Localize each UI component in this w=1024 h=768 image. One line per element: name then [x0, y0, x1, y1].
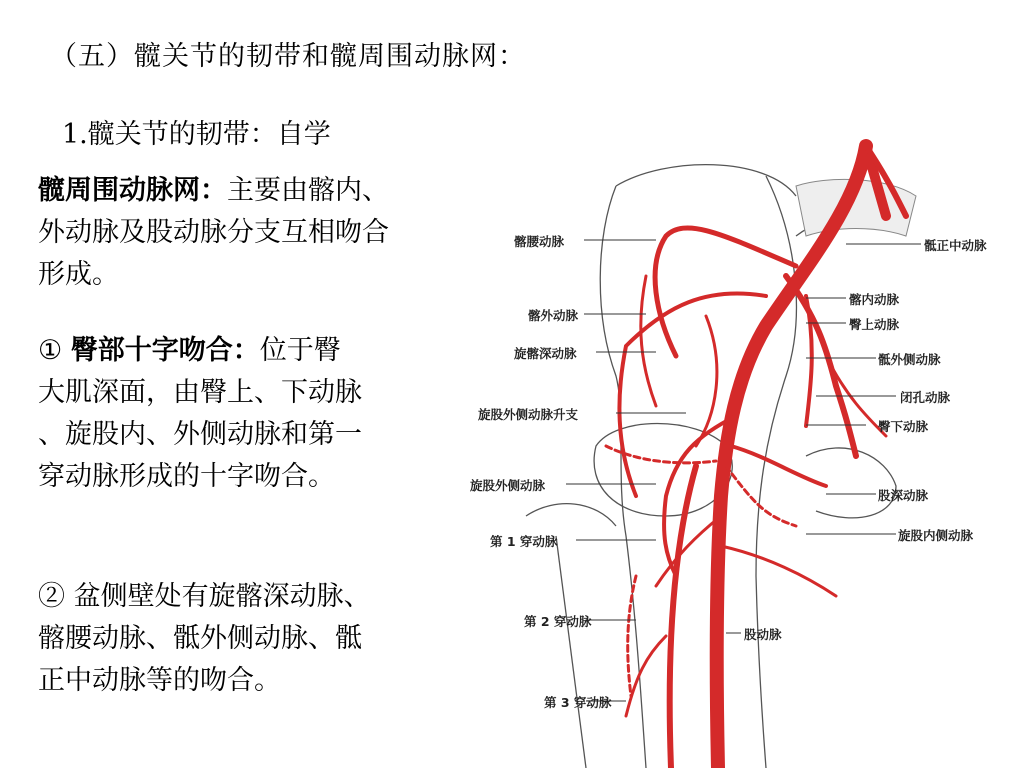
artery-paths [606, 146, 906, 768]
label-median-sacral-artery: 骶正中动脉 [924, 238, 987, 253]
paragraph-pelvic-wall-anastomosis: ② 盆侧壁处有旋髂深动脉、 髂腰动脉、骶外侧动脉、骶 正中动脉等的吻合。 [38, 581, 371, 696]
femoral-artery-path [717, 146, 866, 768]
label-deep-femoral-artery: 股深动脉 [878, 488, 929, 503]
paragraph-body: 位于臀 大肌深面，由臀上、下动脉 、旋股内、外侧动脉和第一 穿动脉形成的十字吻合。 [38, 335, 362, 492]
label-deep-circumflex-iliac-artery: 旋髂深动脉 [514, 346, 577, 361]
label-medial-circumflex-femoral-artery: 旋股内侧动脉 [898, 528, 974, 543]
label-second-perforating-artery: 第 2 穿动脉 [524, 614, 592, 629]
label-third-perforating-artery: 第 3 穿动脉 [544, 695, 612, 710]
label-lateral-sacral-artery: 骶外侧动脉 [878, 352, 941, 367]
anatomy-figure [466, 116, 1024, 768]
label-lateral-circumflex-ascending-branch: 旋股外侧动脉升支 [478, 407, 579, 422]
list-marker: ① [38, 335, 71, 366]
label-superior-gluteal-artery: 臀上动脉 [849, 317, 900, 332]
label-iliolumbar-artery: 髂腰动脉 [514, 234, 565, 249]
label-external-iliac-artery: 髂外动脉 [528, 308, 579, 323]
paragraph-cruciate-anastomosis [38, 330, 478, 498]
paragraph-body: 主要由髂内、 外动脉及股动脉分支互相吻合 形成。 [38, 175, 389, 290]
label-inferior-gluteal-artery: 臀下动脉 [878, 419, 929, 434]
label-femoral-artery: 股动脉 [744, 627, 782, 642]
paragraph-heading: 髋周围动脉网： [38, 175, 227, 206]
label-first-perforating-artery: 第 1 穿动脉 [490, 534, 558, 549]
page-title: （五）髋关节的韧带和髋周围动脉网： [50, 41, 526, 72]
label-internal-iliac-artery: 髂内动脉 [849, 292, 900, 307]
label-lateral-circumflex-femoral-artery: 旋股外侧动脉 [470, 478, 546, 493]
section-heading: 1.髋关节的韧带：自学 [62, 119, 331, 150]
paragraph-heading: 臀部十字吻合： [70, 335, 260, 366]
label-obturator-artery: 闭孔动脉 [900, 390, 951, 405]
hip-artery-illustration [466, 116, 1024, 768]
paragraph-hip-artery-network [38, 170, 478, 296]
